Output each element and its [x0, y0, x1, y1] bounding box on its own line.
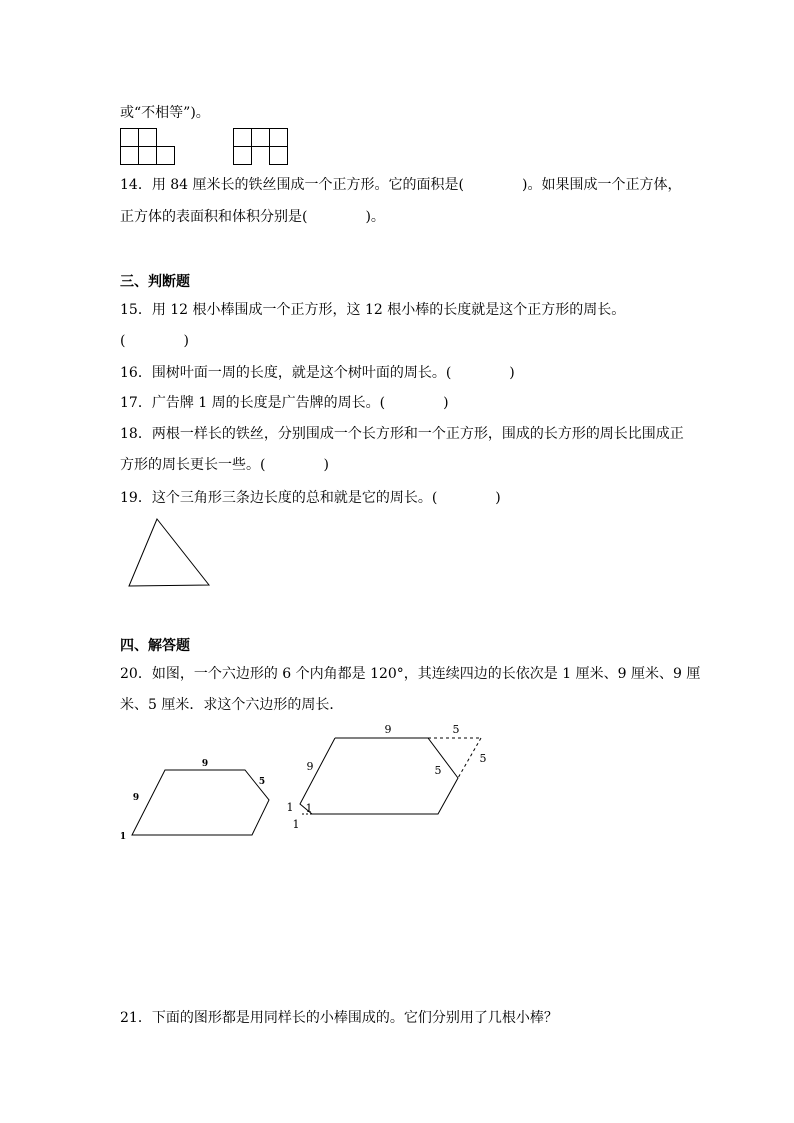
q14-line2-a: 正方体的表面积和体积分别是( — [120, 209, 308, 225]
parallelogram-label-top: 9 — [384, 723, 392, 736]
q20-hexagon-figure — [116, 755, 276, 845]
q15-answer-paren — [120, 331, 189, 351]
section4-title: 四、解答题 — [120, 638, 190, 654]
q16-paren-close: ) — [509, 365, 515, 381]
q20-parallelogram-figure — [280, 720, 490, 835]
q19-paren-close: ) — [495, 490, 501, 506]
q14-line1-b: )。如果围成一个正方体， — [522, 177, 682, 193]
parallelogram-label-corner-c: 1 — [292, 818, 300, 831]
q21-text: 21．下面的图形都是用同样长的小棒围成的。它们分别用了几根小棒？ — [120, 1010, 558, 1026]
hexagon-label-left: 9 — [132, 793, 140, 803]
q15-paren-close: ) — [183, 333, 189, 349]
q16-text: 16．围树叶面一周的长度，就是这个树叶面的周长。( — [120, 365, 452, 381]
hexagon-label-right: 5 — [258, 777, 266, 787]
parallelogram-label-inner: 5 — [434, 764, 442, 777]
q19-text: 19．这个三角形三条边长度的总和就是它的周长。( — [120, 490, 438, 506]
q15-paren-open: ( — [120, 333, 126, 349]
q19-line — [120, 488, 501, 508]
q13-net-figure-2 — [233, 128, 293, 166]
parallelogram-label-corner-a: 1 — [286, 801, 294, 814]
hexagon-label-top: 9 — [201, 759, 209, 769]
parallelogram-label-corner-b: 1 — [305, 802, 313, 815]
q15-text: 15．用 12 根小棒围成一个正方形，这 12 根小棒的长度就是这个正方形的周长。 — [120, 302, 626, 318]
q18-paren-close: ) — [323, 457, 329, 473]
q16-line — [120, 363, 515, 383]
q18-line2-text: 方形的周长更长一些。( — [120, 457, 266, 473]
q17-text: 17．广告牌 1 周的长度是广告牌的周长。( — [120, 395, 386, 411]
q14-line2 — [120, 207, 385, 227]
q13-tail: 或“不相等”)。 — [120, 105, 210, 121]
parallelogram-label-left: 9 — [306, 760, 314, 773]
q14-line1-a: 14．用 84 厘米长的铁丝围成一个正方形。它的面积是( — [120, 177, 464, 193]
q19-triangle-figure — [128, 518, 212, 588]
q14-line1 — [120, 175, 681, 195]
section3-title: 三、判断题 — [120, 274, 190, 290]
q18-line1: 18．两根一样长的铁丝，分别围成一个长方形和一个正方形，围成的长方形的周长比围成正 — [120, 426, 684, 442]
q17-paren-close: ) — [443, 395, 449, 411]
parallelogram-label-outer: 5 — [479, 752, 487, 765]
q18-line2 — [120, 455, 329, 475]
parallelogram-label-top-right: 5 — [452, 723, 460, 736]
q20-line1: 20．如图，一个六边形的 6 个内角都是 120°，其连续四边的长依次是 1 厘米、9 厘米、9 厘 — [120, 666, 701, 682]
hexagon-label-bottom: 1 — [119, 832, 127, 842]
q14-line2-b: )。 — [365, 209, 385, 225]
q13-net-figure-1 — [120, 128, 178, 166]
q20-line2: 米、5 厘米．求这个六边形的周长． — [120, 697, 344, 713]
q17-line — [120, 393, 449, 413]
